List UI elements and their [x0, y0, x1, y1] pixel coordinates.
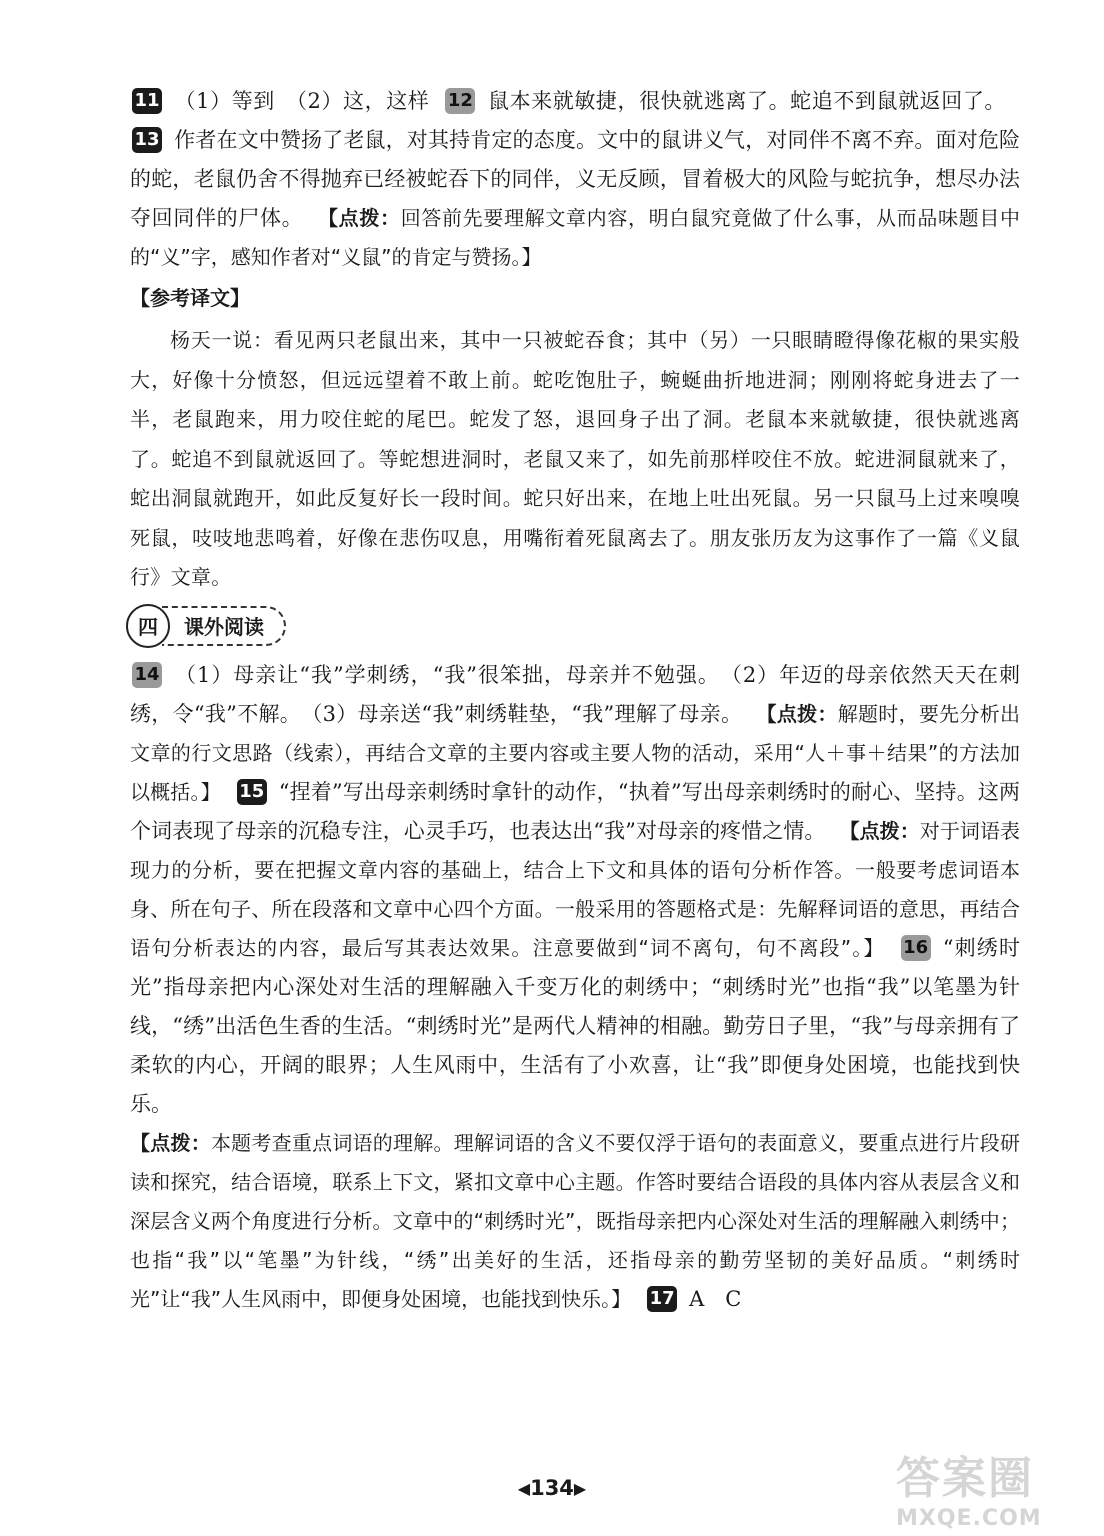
section-number-badge: 四	[126, 604, 170, 648]
question-number-11: 11	[132, 88, 162, 114]
question-number-15: 15	[237, 779, 267, 805]
answer-17: A C	[689, 1286, 742, 1311]
answer-16: “刺绣时光”指母亲把内心深处对生活的理解融入千变万化的刺绣中；“刺绣时光”也指“我”以笔墨为针线，“绣”出活色生香的生活。“刺绣时光”是两代人精神的相融。勤劳日子里，“我”与母亲拥有了柔软的内心，开阔的眼界；人生风雨中，生活有了小欢喜，让“我”即便身处困境，也能找到快乐。	[130, 935, 1020, 1116]
tip-text: 本题考查重点词语的理解。理解词语的含义不要仅浮于语句的表面意义，要重点进行片段研读和探究，结合语境，联系上下文，紧扣文章中心主题。作答时要结合语段的具体内容从表层含义和深层含义两个角度进行分析。文章中的“刺绣时光”，既指母亲把内心深处对生活的理解融入刺绣中；也指“我”以“笔墨”为针线，“绣”出美好的生活，还指母亲的勤劳坚韧的美好品质。“刺绣时光”让“我”人生风雨中，即便身处困境，也能找到快乐。】	[130, 1130, 1021, 1311]
tip-label: 【点拨：	[756, 701, 838, 726]
tip-text: 回答前先要理解文章内容，明白鼠究竟做了什么事，从而品味题目中的“义”字，感知作者对“义鼠”的肯定与赞扬。】	[130, 206, 1021, 269]
tip-text: 对于词语表现力的分析，要在把握文章内容的基础上，结合上下文和具体的语句分析作答。一般要考虑词语本身、所在句子、所在段落和文章中心四个方面。一般采用的答题格式是：先解释词语的意思，再结合语句分析表达的内容，最后写其表达效果。注意要做到“词不离句，句不离段”。】	[130, 818, 1021, 960]
answer-15: “捏着”写出母亲刺绣时拿针的动作，“执着”写出母亲刺绣时的耐心、坚持。这两个词表现了母亲的沉稳专注，心灵手巧，也表达出“我”对母亲的疼惜之情。	[130, 779, 1020, 843]
left-triangle-icon: ◀	[517, 1479, 531, 1498]
tip-label: 【点拨：	[839, 818, 920, 843]
answer-14: （1）母亲让“我”学刺绣，“我”很笨拙，母亲并不勉强。 （2）年迈的母亲依然天天在刺绣，令“我”不解。 （3）母亲送“我”刺绣鞋垫，“我”理解了母亲。	[130, 662, 1020, 726]
answer-13: 作者在文中赞扬了老鼠，对其持肯定的态度。文中的鼠讲义气，对同伴不离不弃。面对危险的蛇，老鼠仍舍不得抛弃已经被蛇吞下的同伴，义无反顾，冒着极大的风险与蛇抗争，想尽办法夺回同伴的尸体。	[130, 128, 1020, 230]
watermark-logo	[896, 1442, 1096, 1532]
translation-text: 杨天一说：看见两只老鼠出来，其中一只被蛇吞食；其中（另）一只眼睛瞪得像花椒的果实般大，好像十分愤怒，但远远望着不敢上前。蛇吃饱肚子，蜿蜒曲折地进洞；刚刚将蛇身进去了一半，老鼠跑来，用力咬住蛇的尾巴。蛇发了怒，退回身子出了洞。老鼠本来就敏捷，很快就逃离了。蛇追不到鼠就返回了。等蛇想进洞时，老鼠又来了，如先前那样咬住不放。蛇进洞鼠就来了，蛇出洞鼠就跑开，如此反复好长一段时间。蛇只好出来，在地上吐出死鼠。另一只鼠马上过来嗅嗅死鼠，吱吱地悲鸣着，好像在悲伤叹息，用嘴衔着死鼠离去了。朋友张历友为这事作了一篇《义鼠行》文章。	[130, 328, 1020, 589]
answers-11-13	[130, 82, 1020, 277]
section-title: 课外阅读	[162, 606, 286, 646]
tip-label: 【点拨：	[130, 1130, 211, 1155]
tip-label: 【点拨：	[317, 206, 401, 230]
answer-page	[130, 82, 1020, 1319]
section-heading	[130, 604, 1020, 648]
answers-14-16	[130, 656, 1020, 1124]
answer-12: 鼠本来就敏捷，很快就逃离了。蛇追不到鼠就返回了。	[487, 89, 1006, 113]
watermark-bottom-text: MXQE.COM	[896, 1506, 1042, 1531]
question-number-16: 16	[901, 935, 931, 961]
question-number-14: 14	[132, 662, 162, 688]
right-triangle-icon: ▶	[573, 1479, 587, 1498]
question-number-13: 13	[132, 127, 162, 153]
question-number-12: 12	[445, 88, 475, 114]
answer-11: （1）等到 （2）这，这样	[174, 89, 430, 113]
translation-title: 【参考译文】	[130, 286, 250, 310]
watermark-top-text: 答案圈	[896, 1453, 1034, 1504]
question-number-17: 17	[647, 1286, 677, 1312]
tip-text: 解题时，要先分析出文章的行文思路（线索），再结合文章的主要内容或主要人物的活动，采用“人＋事＋结果”的方法加以概括。】	[130, 701, 1021, 804]
page-number: 134	[530, 1476, 574, 1500]
tip-16	[130, 1124, 1020, 1319]
